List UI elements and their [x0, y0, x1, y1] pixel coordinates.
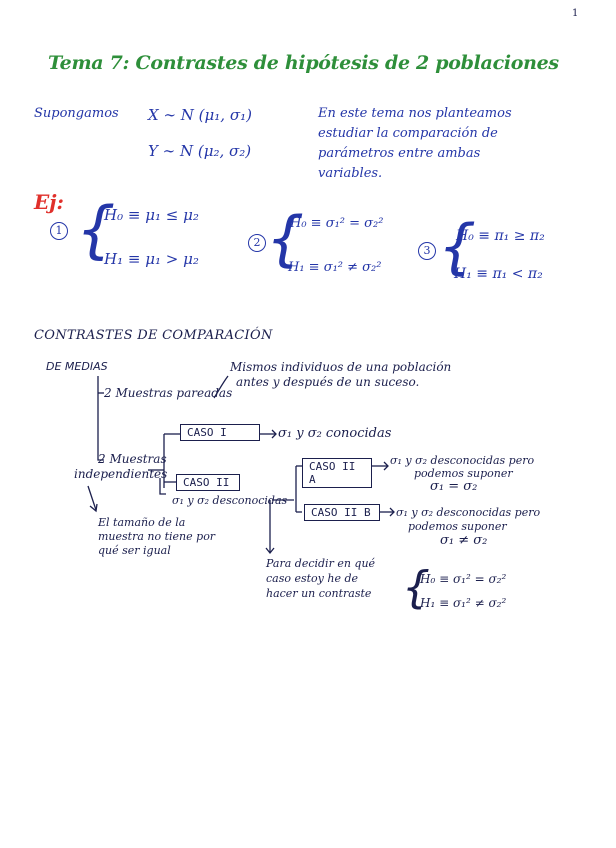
decide-note-line: caso estoy he de — [266, 572, 359, 585]
case-2b-desc — [396, 506, 540, 548]
page-title: Tema 7: Contrastes de hipótesis de 2 poblaciones — [48, 52, 559, 74]
example-number: 3 — [418, 242, 436, 260]
decide-note-line: hacer un contraste — [266, 587, 372, 600]
hypothesis-h0: H₀ ≡ π₁ ≥ π₂ — [456, 228, 545, 244]
hypothesis-h1: H₁ ≡ μ₁ > μ₂ — [104, 250, 199, 268]
example-number: 1 — [50, 222, 68, 240]
intro-note-line: estudiar la comparación de — [318, 126, 498, 141]
dist-x: X ∼ N (μ₁, σ₁) — [148, 106, 252, 124]
intro-note-line: parámetros entre ambas — [318, 146, 481, 161]
paired-note-line: Mismos individuos de una población — [230, 360, 452, 374]
case-2a-desc — [390, 454, 534, 493]
case-2-desc: σ₁ y σ₂ desconocidas — [172, 494, 288, 507]
paired-note — [230, 360, 451, 390]
case-2a-line: podemos suponer — [414, 467, 513, 480]
paired-samples: 2 Muestras pareadas — [104, 386, 233, 400]
page-number: 1 — [572, 8, 579, 19]
section-heading: CONTRASTES DE COMPARACIÓN — [34, 328, 273, 343]
case-2b-box: CASO II B — [304, 504, 380, 521]
dist-y: Y ∼ N (μ₂, σ₂) — [148, 142, 252, 160]
brace: { — [266, 204, 305, 274]
decide-note — [266, 556, 375, 601]
independent-note-line: qué ser igual — [98, 544, 171, 557]
independent-samples-line: 2 Muestras — [98, 452, 167, 466]
intro-label: Supongamos — [34, 106, 119, 121]
case-2-box: CASO II — [176, 474, 240, 491]
case-2b-line: podemos suponer — [408, 520, 507, 533]
intro-note-line: En este tema nos planteamos — [318, 106, 512, 121]
case-2b-line: σ₁ ≠ σ₂ — [440, 533, 488, 548]
hypothesis-h0: H₀ ≡ μ₁ ≤ μ₂ — [104, 206, 199, 224]
decide-note-line: Para decidir en qué — [266, 557, 376, 570]
decide-brace: { — [402, 562, 430, 613]
example-number: 2 — [248, 234, 266, 252]
example-label: Ej: — [34, 190, 64, 214]
case-1-desc: σ₁ y σ₂ conocidas — [278, 426, 392, 441]
hypothesis-h1: H₁ ≡ σ₁² ≠ σ₂² — [288, 260, 382, 275]
decide-h1: H₁ ≡ σ₁² ≠ σ₂² — [420, 596, 507, 610]
paired-note-line: antes y después de un suceso. — [236, 375, 420, 389]
case-2a-line: σ₁ = σ₂ — [430, 479, 478, 494]
hypothesis-h1: H₁ ≡ π₁ < π₂ — [454, 266, 543, 282]
independent-note — [98, 516, 215, 558]
independent-samples-line: independientes — [74, 467, 168, 481]
tree-root: DE MEDIAS — [46, 360, 108, 373]
hypothesis-h0: H₀ ≡ σ₁² = σ₂² — [290, 216, 384, 231]
independent-note-line: El tamaño de la — [98, 516, 186, 529]
case-1-box: CASO I — [180, 424, 260, 441]
case-2a-box: CASO II A — [302, 458, 372, 488]
intro-note-line: variables. — [318, 166, 383, 181]
case-2b-line: σ₁ y σ₂ desconocidas pero — [396, 506, 541, 519]
brace: { — [76, 193, 116, 266]
case-2a-line: σ₁ y σ₂ desconocidas pero — [390, 454, 535, 467]
independent-note-line: muestra no tiene por — [98, 530, 216, 543]
decide-h0: H₀ ≡ σ₁² = σ₂² — [420, 572, 507, 586]
independent-samples — [74, 452, 167, 482]
brace: { — [438, 212, 477, 282]
